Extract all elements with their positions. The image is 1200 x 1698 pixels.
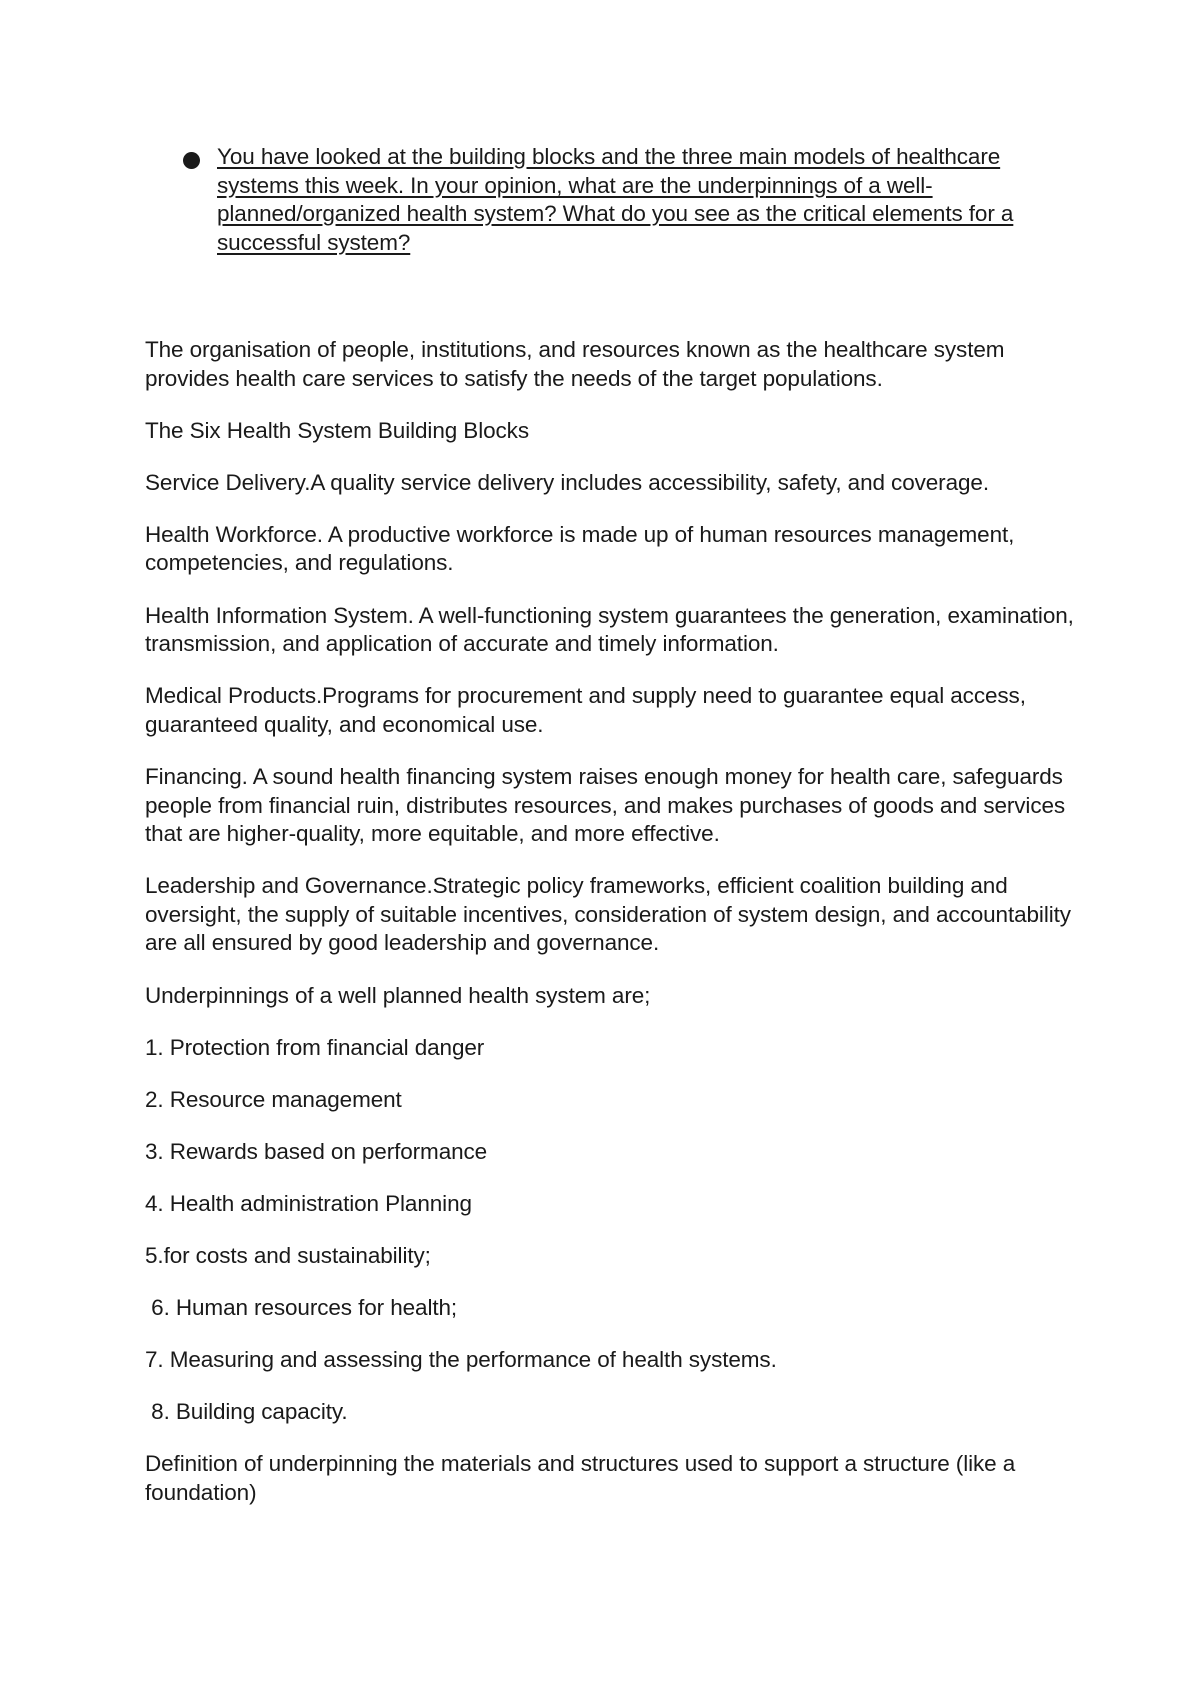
list-item: 7. Measuring and assessing the performance of health systems. [145,1347,777,1373]
bullet-dot-icon [183,152,200,169]
intro-paragraph: The organisation of people, institutions, and resources known as the healthcare system provides health care services to satisfy the needs of the target populations. [145,337,1005,391]
list-item: 4. Health administration Planning [145,1190,472,1216]
service-delivery-paragraph: Service Delivery.A quality service delivery includes accessibility, safety, and coverage. [145,469,989,495]
leadership-paragraph: Leadership and Governance.Strategic policy frameworks, efficient coalition building and oversight, the supply of suitable incentives, consideration of system design, and accountability are all ensured by good leadership and governance. [145,873,1071,956]
health-workforce-paragraph: Health Workforce. A productive workforce is made up of human resources management, competencies, and regulations. [145,521,1015,576]
list-item: 8. Building capacity. [145,1399,348,1425]
answer-body [145,336,1085,1531]
list-item: 6. Human resources for health; [145,1295,458,1321]
list-item: 1. Protection from financial danger [145,1034,485,1060]
question-text: You have looked at the building blocks and the three main models of healthcare systems this week. In your opinion, what are the underpinnings of a well-planned/organized health system? What do you see as the critical elements for a successful system? [217,144,1014,255]
list-item: 2. Resource management [145,1086,402,1112]
question-bullet-item [183,143,1083,257]
financing-paragraph: Financing. A sound health financing system raises enough money for health care, safeguards people from financial ruin, distributes resources, and makes purchases of goods and services that are higher-quality, more equitable, and more effective. [145,763,1066,847]
definition-paragraph: Definition of underpinning the materials and structures used to support a structure (like a foundation) [145,1451,1016,1505]
building-blocks-heading: The Six Health System Building Blocks [145,417,529,443]
underpinnings-heading: Underpinnings of a well planned health system are; [145,982,651,1008]
list-item: 3. Rewards based on performance [145,1138,488,1164]
health-information-paragraph: Health Information System. A well-functioning system guarantees the generation, examination, transmission, and application of accurate and timely information. [145,602,1074,657]
list-item: 5.for costs and sustainability; [145,1242,431,1268]
medical-products-paragraph: Medical Products.Programs for procurement and supply need to guarantee equal access, guaranteed quality, and economical use. [145,683,1026,737]
